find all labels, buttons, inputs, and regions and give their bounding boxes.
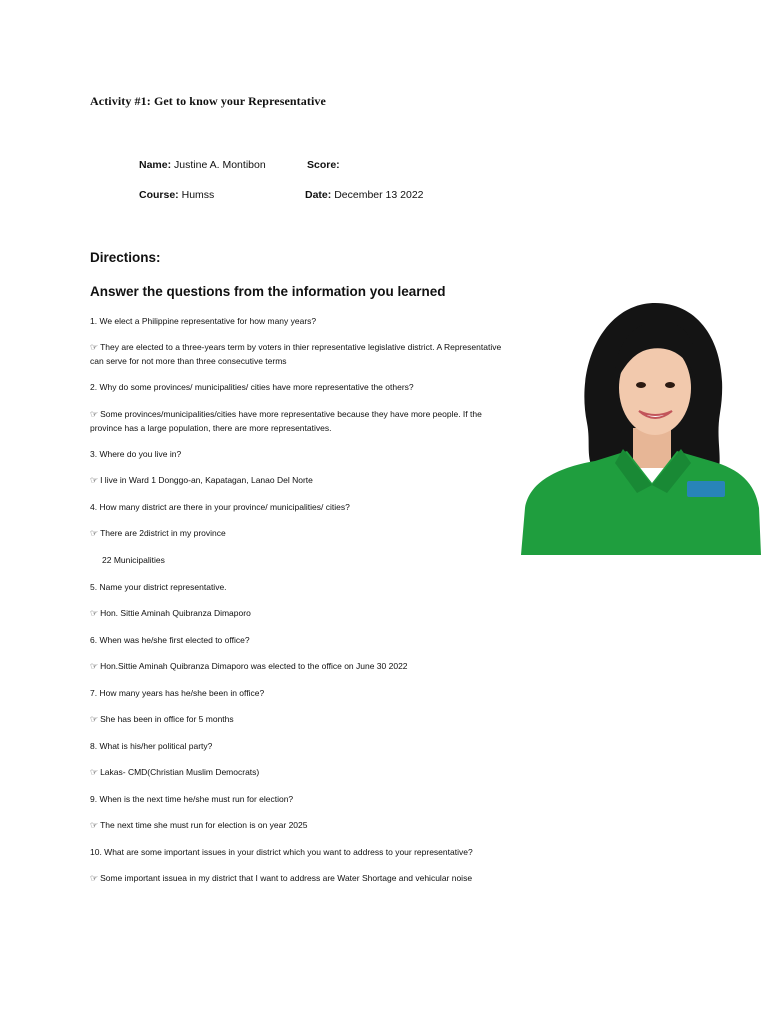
shirt-logo: [687, 481, 725, 497]
course-field: [139, 189, 214, 201]
representative-photo: [515, 293, 768, 555]
answer-4-extra: 22 Municipalities: [102, 555, 165, 565]
pointing-hand-icon: ☞: [90, 874, 99, 884]
question-9: 9. When is the next time he/she must run for election?: [90, 794, 294, 804]
question-4: 4. How many district are there in your province/ municipalities/ cities?: [90, 502, 350, 512]
portrait-illustration: [515, 293, 768, 555]
pointing-hand-icon: ☞: [90, 662, 99, 672]
name-label: Name:: [139, 159, 172, 171]
answer-6: [90, 660, 510, 674]
date-label: Date:: [305, 189, 332, 201]
score-field: [307, 159, 340, 171]
answer-9-text: The next time she must run for election is on year 2025: [100, 820, 308, 830]
name-value: Justine A. Montibon: [174, 159, 266, 171]
answer-10-text: Some important issuea in my district that I want to address are Water Shortage and vehicular noise: [100, 873, 473, 883]
answer-1: [90, 341, 510, 368]
answer-10: [90, 872, 510, 886]
question-1: 1. We elect a Philippine representative for how many years?: [90, 316, 317, 326]
answer-9: [90, 819, 500, 833]
pointing-hand-icon: ☞: [90, 476, 99, 486]
date-value: December 13 2022: [334, 189, 424, 201]
answer-4: [90, 527, 500, 541]
answer-7-text: She has been in office for 5 months: [100, 714, 234, 724]
answer-8-text: Lakas- CMD(Christian Muslim Democrats): [100, 767, 260, 777]
answer-5-text: Hon. Sittie Aminah Quibranza Dimaporo: [100, 608, 251, 618]
question-7: 7. How many years has he/she been in office?: [90, 688, 265, 698]
question-5: 5. Name your district representative.: [90, 582, 227, 592]
pointing-hand-icon: ☞: [90, 609, 99, 619]
answer-5: [90, 607, 500, 621]
answer-3-text: I live in Ward 1 Donggo-an, Kapatagan, Lanao Del Norte: [100, 475, 313, 485]
question-2: 2. Why do some provinces/ municipalities/ cities have more representative the others?: [90, 382, 414, 392]
pointing-hand-icon: ☞: [90, 715, 99, 725]
score-label: Score:: [307, 159, 340, 171]
answer-3: [90, 474, 500, 488]
answer-1-text: They are elected to a three-years term by voters in thier representative legislative district. A Representative can serve for not more than three consecutive terms: [90, 342, 502, 366]
pointing-hand-icon: ☞: [90, 821, 99, 831]
pointing-hand-icon: ☞: [90, 529, 99, 539]
activity-title: Activity #1: Get to know your Representative: [90, 94, 326, 108]
course-value: Humss: [181, 189, 215, 201]
pointing-hand-icon: ☞: [90, 343, 99, 353]
answer-8: [90, 766, 500, 780]
question-10: 10. What are some important issues in your district which you want to address to your representative?: [90, 847, 473, 857]
answer-2-text: Some provinces/municipalities/cities have more representative because they have more people. If the province has a large population, there are more representatives.: [90, 409, 482, 433]
answer-2: [90, 408, 510, 435]
question-8: 8. What is his/her political party?: [90, 741, 213, 751]
course-label: Course:: [139, 189, 179, 201]
answer-7: [90, 713, 500, 727]
pointing-hand-icon: ☞: [90, 410, 99, 420]
question-6: 6. When was he/she first elected to office?: [90, 635, 250, 645]
directions-heading: Directions:: [90, 250, 161, 265]
instruction-heading: Answer the questions from the information you learned: [90, 284, 446, 299]
question-3: 3. Where do you live in?: [90, 449, 182, 459]
date-field: [305, 189, 424, 201]
name-field: [139, 159, 266, 171]
answer-4-text: There are 2district in my province: [100, 528, 226, 538]
pointing-hand-icon: ☞: [90, 768, 99, 778]
answer-6-text: Hon.Sittie Aminah Quibranza Dimaporo was elected to the office on June 30 2022: [100, 661, 408, 671]
